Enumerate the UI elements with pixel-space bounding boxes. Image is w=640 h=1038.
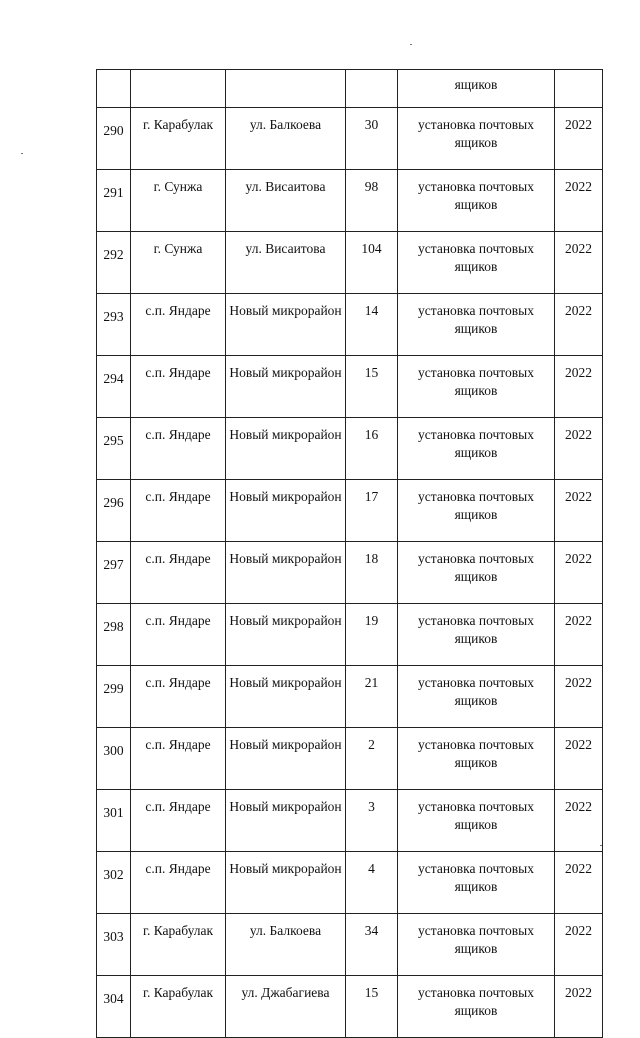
work-line-1: установка почтовых xyxy=(418,489,534,504)
cell-work xyxy=(398,542,555,604)
cell-year xyxy=(555,294,603,356)
house-number: 34 xyxy=(364,923,379,938)
house-number: 19 xyxy=(364,613,379,628)
table-row xyxy=(97,976,603,1038)
cell-locality xyxy=(131,852,226,914)
cell-locality xyxy=(131,232,226,294)
table-row xyxy=(97,604,603,666)
year-text: 2022 xyxy=(565,799,592,814)
street-text: Новый микрорайон xyxy=(229,737,342,752)
cell-year xyxy=(555,852,603,914)
cell-locality xyxy=(131,914,226,976)
scan-speck xyxy=(21,153,23,154)
cell-house xyxy=(346,70,398,108)
cell-street xyxy=(226,728,346,790)
cell-num xyxy=(97,666,131,728)
work-line-1: установка почтовых xyxy=(418,861,534,876)
cell-house xyxy=(346,170,398,232)
row-number: 300 xyxy=(103,743,124,758)
cell-year xyxy=(555,170,603,232)
cell-num xyxy=(97,108,131,170)
locality-text: с.п. Яндаре xyxy=(145,737,211,752)
cell-street xyxy=(226,666,346,728)
cell-work xyxy=(398,356,555,418)
cell-num xyxy=(97,480,131,542)
cell-street xyxy=(226,790,346,852)
locality-text: с.п. Яндаре xyxy=(145,861,211,876)
cell-num xyxy=(97,542,131,604)
row-number: 302 xyxy=(103,867,124,882)
work-line-1: установка почтовых xyxy=(418,241,534,256)
work-line-2: ящиков xyxy=(454,197,498,212)
house-number: 2 xyxy=(368,737,375,752)
table-row xyxy=(97,480,603,542)
work-line-1: установка почтовых xyxy=(418,427,534,442)
cell-work xyxy=(398,108,555,170)
cell-locality xyxy=(131,108,226,170)
house-number: 30 xyxy=(364,117,379,132)
row-number: 290 xyxy=(103,123,124,138)
cell-locality xyxy=(131,294,226,356)
street-text: Новый микрорайон xyxy=(229,551,342,566)
cell-house xyxy=(346,418,398,480)
table-row xyxy=(97,418,603,480)
locality-text: с.п. Яндаре xyxy=(145,427,211,442)
cell-year xyxy=(555,790,603,852)
year-text: 2022 xyxy=(565,737,592,752)
cell-locality xyxy=(131,666,226,728)
street-text: ул. Висаитова xyxy=(245,179,326,194)
cell-street xyxy=(226,356,346,418)
work-line-2: ящиков xyxy=(454,817,498,832)
work-line-1: установка почтовых xyxy=(418,551,534,566)
scan-speck xyxy=(600,845,602,846)
cell-work xyxy=(398,70,555,108)
cell-year xyxy=(555,480,603,542)
row-number: 295 xyxy=(103,433,124,448)
street-text: Новый микрорайон xyxy=(229,489,342,504)
cell-house xyxy=(346,480,398,542)
row-number: 293 xyxy=(103,309,124,324)
cell-street xyxy=(226,542,346,604)
table-row xyxy=(97,356,603,418)
cell-street xyxy=(226,170,346,232)
cell-street xyxy=(226,604,346,666)
house-number: 4 xyxy=(368,861,375,876)
work-line-2: ящиков xyxy=(454,507,498,522)
cell-house xyxy=(346,108,398,170)
street-text: ул. Джабагиева xyxy=(241,985,330,1000)
cell-locality xyxy=(131,976,226,1038)
cell-work xyxy=(398,418,555,480)
cell-year xyxy=(555,356,603,418)
cell-num xyxy=(97,604,131,666)
cell-street xyxy=(226,70,346,108)
work-line-1: установка почтовых xyxy=(418,985,534,1000)
cell-street xyxy=(226,914,346,976)
work-line-1: установка почтовых xyxy=(418,675,534,690)
cell-year xyxy=(555,604,603,666)
locality-text: г. Сунжа xyxy=(153,179,203,194)
locality-text: г. Карабулак xyxy=(142,117,214,132)
year-text: 2022 xyxy=(565,551,592,566)
work-line-1: установка почтовых xyxy=(418,613,534,628)
row-number: 299 xyxy=(103,681,124,696)
house-number: 18 xyxy=(364,551,379,566)
locality-text: г. Карабулак xyxy=(142,985,214,1000)
work-line-2: ящиков xyxy=(454,693,498,708)
locality-text: с.п. Яндаре xyxy=(145,613,211,628)
table-row xyxy=(97,790,603,852)
cell-num xyxy=(97,914,131,976)
year-text: 2022 xyxy=(565,365,592,380)
cell-year xyxy=(555,418,603,480)
year-text: 2022 xyxy=(565,117,592,132)
house-number: 21 xyxy=(364,675,379,690)
row-number: 304 xyxy=(103,991,124,1006)
cell-num xyxy=(97,976,131,1038)
cell-num xyxy=(97,356,131,418)
street-text: Новый микрорайон xyxy=(229,799,342,814)
work-line-1: установка почтовых xyxy=(418,737,534,752)
year-text: 2022 xyxy=(565,923,592,938)
year-text: 2022 xyxy=(565,675,592,690)
year-text: 2022 xyxy=(565,861,592,876)
cell-num xyxy=(97,70,131,108)
cell-work xyxy=(398,790,555,852)
cell-num xyxy=(97,232,131,294)
cell-year xyxy=(555,976,603,1038)
street-text: Новый микрорайон xyxy=(229,675,342,690)
year-text: 2022 xyxy=(565,489,592,504)
work-text: ящиков xyxy=(454,77,498,92)
cell-work xyxy=(398,604,555,666)
cell-num xyxy=(97,170,131,232)
cell-year xyxy=(555,108,603,170)
street-text: Новый микрорайон xyxy=(229,613,342,628)
cell-work xyxy=(398,976,555,1038)
locality-text: с.п. Яндаре xyxy=(145,675,211,690)
year-text: 2022 xyxy=(565,241,592,256)
cell-locality xyxy=(131,604,226,666)
year-text: 2022 xyxy=(565,179,592,194)
row-number: 298 xyxy=(103,619,124,634)
cell-house xyxy=(346,542,398,604)
work-line-2: ящиков xyxy=(454,321,498,336)
cell-year xyxy=(555,914,603,976)
table-row xyxy=(97,914,603,976)
year-text: 2022 xyxy=(565,303,592,318)
cell-street xyxy=(226,108,346,170)
cell-house xyxy=(346,852,398,914)
street-text: Новый микрорайон xyxy=(229,365,342,380)
table-row-continuation xyxy=(97,70,603,108)
house-number: 17 xyxy=(364,489,379,504)
table-row xyxy=(97,170,603,232)
house-number: 16 xyxy=(364,427,379,442)
row-number: 303 xyxy=(103,929,124,944)
house-number: 3 xyxy=(368,799,375,814)
cell-locality xyxy=(131,70,226,108)
street-text: Новый микрорайон xyxy=(229,303,342,318)
table-row xyxy=(97,852,603,914)
cell-locality xyxy=(131,542,226,604)
work-line-2: ящиков xyxy=(454,135,498,150)
house-number: 98 xyxy=(364,179,379,194)
cell-year xyxy=(555,728,603,790)
cell-num xyxy=(97,728,131,790)
row-number: 297 xyxy=(103,557,124,572)
work-line-2: ящиков xyxy=(454,941,498,956)
works-table xyxy=(96,69,603,1038)
cell-house xyxy=(346,232,398,294)
cell-house xyxy=(346,294,398,356)
row-number: 291 xyxy=(103,185,124,200)
locality-text: с.п. Яндаре xyxy=(145,303,211,318)
work-line-2: ящиков xyxy=(454,879,498,894)
work-line-1: установка почтовых xyxy=(418,923,534,938)
row-number: 294 xyxy=(103,371,124,386)
table-row xyxy=(97,666,603,728)
row-number: 296 xyxy=(103,495,124,510)
cell-year xyxy=(555,232,603,294)
locality-text: с.п. Яндаре xyxy=(145,489,211,504)
locality-text: с.п. Яндаре xyxy=(145,551,211,566)
cell-house xyxy=(346,976,398,1038)
works-table-body xyxy=(97,70,603,1038)
work-line-1: установка почтовых xyxy=(418,117,534,132)
cell-num xyxy=(97,418,131,480)
cell-year xyxy=(555,542,603,604)
cell-locality xyxy=(131,728,226,790)
cell-house xyxy=(346,728,398,790)
work-line-2: ящиков xyxy=(454,445,498,460)
work-line-2: ящиков xyxy=(454,259,498,274)
cell-locality xyxy=(131,356,226,418)
table-row xyxy=(97,232,603,294)
row-number: 292 xyxy=(103,247,124,262)
cell-locality xyxy=(131,170,226,232)
work-line-2: ящиков xyxy=(454,631,498,646)
cell-house xyxy=(346,356,398,418)
cell-house xyxy=(346,666,398,728)
table-row xyxy=(97,542,603,604)
table-row xyxy=(97,294,603,356)
year-text: 2022 xyxy=(565,427,592,442)
table-row xyxy=(97,728,603,790)
table-row xyxy=(97,108,603,170)
cell-street xyxy=(226,418,346,480)
year-text: 2022 xyxy=(565,985,592,1000)
cell-house xyxy=(346,790,398,852)
work-line-2: ящиков xyxy=(454,755,498,770)
cell-house xyxy=(346,914,398,976)
cell-work xyxy=(398,170,555,232)
cell-num xyxy=(97,790,131,852)
year-text: 2022 xyxy=(565,613,592,628)
cell-locality xyxy=(131,480,226,542)
locality-text: с.п. Яндаре xyxy=(145,799,211,814)
cell-street xyxy=(226,232,346,294)
work-line-2: ящиков xyxy=(454,569,498,584)
work-line-1: установка почтовых xyxy=(418,303,534,318)
street-text: Новый микрорайон xyxy=(229,427,342,442)
work-line-2: ящиков xyxy=(454,383,498,398)
locality-text: г. Сунжа xyxy=(153,241,203,256)
work-line-2: ящиков xyxy=(454,1003,498,1018)
house-number: 15 xyxy=(364,985,379,1000)
house-number: 104 xyxy=(361,241,382,256)
street-text: ул. Висаитова xyxy=(245,241,326,256)
cell-work xyxy=(398,294,555,356)
cell-year xyxy=(555,666,603,728)
row-number: 301 xyxy=(103,805,124,820)
house-number: 15 xyxy=(364,365,379,380)
cell-street xyxy=(226,480,346,542)
cell-work xyxy=(398,852,555,914)
work-line-1: установка почтовых xyxy=(418,179,534,194)
scan-speck xyxy=(410,44,412,45)
work-line-1: установка почтовых xyxy=(418,365,534,380)
cell-year xyxy=(555,70,603,108)
street-text: ул. Балкоева xyxy=(249,117,322,132)
cell-street xyxy=(226,852,346,914)
cell-work xyxy=(398,914,555,976)
locality-text: г. Карабулак xyxy=(142,923,214,938)
cell-locality xyxy=(131,418,226,480)
work-line-1: установка почтовых xyxy=(418,799,534,814)
cell-work xyxy=(398,728,555,790)
cell-work xyxy=(398,480,555,542)
cell-locality xyxy=(131,790,226,852)
cell-house xyxy=(346,604,398,666)
cell-street xyxy=(226,294,346,356)
cell-street xyxy=(226,976,346,1038)
street-text: ул. Балкоева xyxy=(249,923,322,938)
house-number: 14 xyxy=(364,303,379,318)
cell-work xyxy=(398,232,555,294)
locality-text: с.п. Яндаре xyxy=(145,365,211,380)
cell-num xyxy=(97,294,131,356)
street-text: Новый микрорайон xyxy=(229,861,342,876)
cell-num xyxy=(97,852,131,914)
cell-work xyxy=(398,666,555,728)
